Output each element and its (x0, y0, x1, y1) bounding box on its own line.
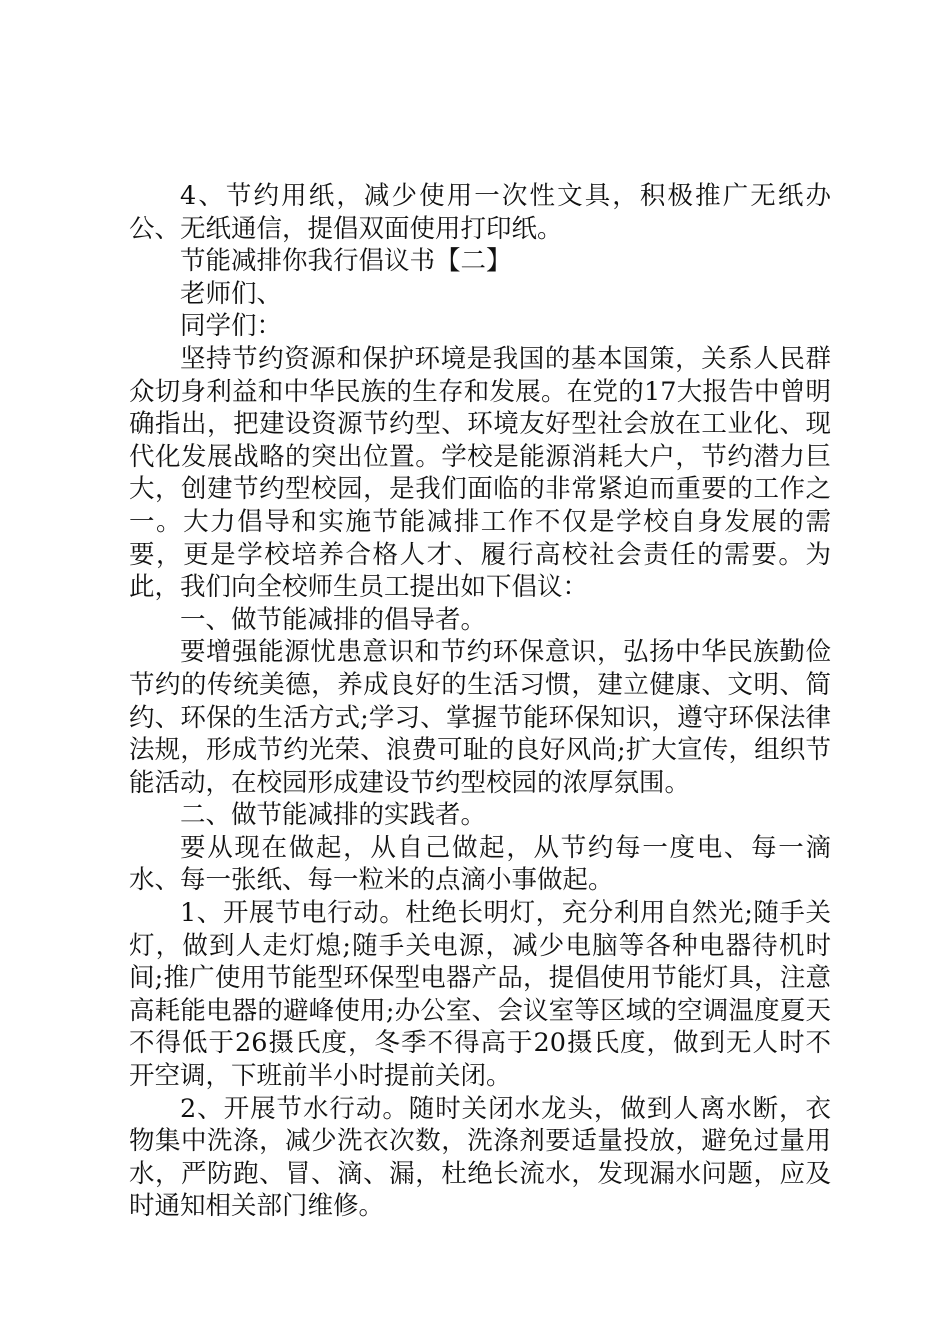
salutation-teachers: 老师们、 (180, 278, 283, 309)
section-title: 节能减排你我行倡议书【二】 (180, 246, 512, 277)
paragraph-introduction: 坚持节约资源和保护环境是我国的基本国策，关系人民群众切身利益和中华民族的生存和发展。在党的17大报告中曾明确指出，把建设资源节约型、环境友好型社会放在工业化、现代化发展战略的突出位置。学校是能源消耗大户，节约潜力巨大，创建节约型校园，是我们面临的非常紧迫而重要的工作之一。大力倡导和实施节能减排工作不仅是学校自身发展的需要，更是学校培养合格人才、履行高校社会责任的需要。为此，我们向全校师生员工提出如下倡议： (129, 343, 831, 603)
heading-advocate: 一、做节能减排的倡导者。 (180, 604, 487, 635)
heading-practitioner: 二、做节能减排的实践者。 (180, 800, 487, 831)
paragraph-paper-saving: 4、节约用纸，减少使用一次性文具，积极推广无纸办公、无纸通信，提倡双面使用打印纸。 (129, 181, 831, 244)
salutation-students: 同学们： (180, 311, 283, 342)
paragraph-electricity-saving: 1、开展节电行动。杜绝长明灯，充分利用自然光;随手关灯，做到人走灯熄;随手关电源，减少电脑等各种电器待机时间;推广使用节能型环保型电器产品，提倡使用节能灯具，注意高耗能电器的避峰使用;办公室、会议室等区域的空调温度夏天不得低于26摄氏度，冬季不得高于20摄氏度，做到无人时不开空调，下班前半小时提前关闭。 (129, 898, 831, 1092)
document-body (129, 180, 831, 1223)
paragraph-practitioner: 要从现在做起，从自己做起，从节约每一度电、每一滴水、每一张纸、每一粒米的点滴小事做起。 (129, 832, 831, 896)
paragraph-advocate: 要增强能源忧患意识和节约环保意识，弘扬中华民族勤俭节约的传统美德，养成良好的生活习惯，建立健康、文明、简约、环保的生活方式;学习、掌握节能环保知识，遵守环保法律法规，形成节约光荣、浪费可耻的良好风尚;扩大宣传，组织节能活动，在校园形成建设节约型校园的浓厚氛围。 (129, 637, 831, 798)
paragraph-water-saving: 2、开展节水行动。随时关闭水龙头，做到人离水断，衣物集中洗涤，减少洗衣次数，洗涤剂要适量投放，避免过量用水，严防跑、冒、滴、漏，杜绝长流水，发现漏水问题，应及时通知相关部门维修。 (129, 1093, 831, 1222)
